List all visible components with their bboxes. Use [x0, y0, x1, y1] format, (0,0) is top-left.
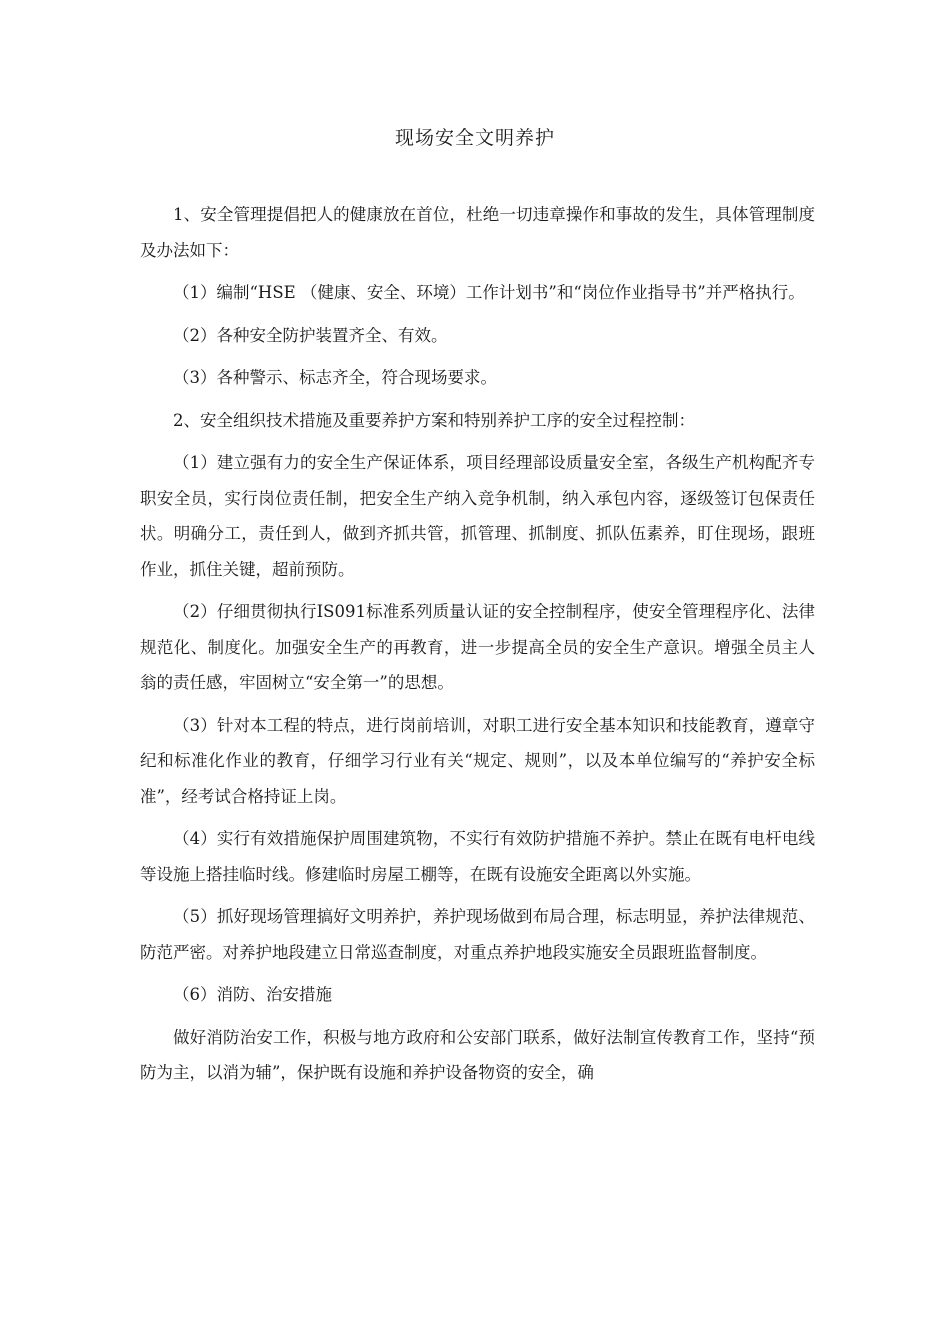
- paragraph-fire-security-work: 做好消防治安工作，积极与地方政府和公安部门联系，做好法制宣传教育工作，坚持“预防为主，以消为辅”，保护既有设施和养护设备物资的安全，确: [140, 1027, 815, 1082]
- paragraph-iso-certification: （2）仔细贯彻执行IS091标准系列质量认证的安全控制程序，使安全管理程序化、法律规范化、制度化。加强安全生产的再教育，进一步提高全员的安全生产意识。增强全员主人翁的责任感，牢固树立“安全第一”的思想。: [140, 602, 815, 692]
- paragraph-safety-management: 1、安全管理提倡把人的健康放在首位，杜绝一切违章操作和事故的发生，具体管理制度及办法如下：: [140, 205, 815, 260]
- paragraph-protective-devices: （2）各种安全防护装置齐全、有效。: [173, 325, 448, 345]
- paragraph-building-protection: （4）实行有效措施保护周围建筑物，不实行有效防护措施不养护。禁止在既有电杆电线等设施上搭挂临时线。修建临时房屋工棚等，在既有设施安全距离以外实施。: [140, 829, 815, 884]
- paragraph-guarantee-system: （1）建立强有力的安全生产保证体系，项目经理部设质量安全室，各级生产机构配齐专职安全员，实行岗位责任制，把安全生产纳入竞争机制，纳入承包内容，逐级签订包保责任状。明确分工，责任到人，做到齐抓共管，抓管理、抓制度、抓队伍素养，盯住现场，跟班作业，抓住关键，超前预防。: [140, 453, 815, 579]
- paragraph-site-management: （5）抓好现场管理搞好文明养护，养护现场做到布局合理，标志明显，养护法律规范、防范严密。对养护地段建立日常巡查制度，对重点养护地段实施安全员跟班监督制度。: [140, 907, 815, 962]
- paragraph-fire-security-heading: （6）消防、治安措施: [173, 985, 332, 1004]
- paragraph-warning-signs: （3）各种警示、标志齐全，符合现场要求。: [173, 368, 497, 387]
- document-title: 现场安全文明养护: [394, 127, 555, 149]
- paragraph-process-control: 2、安全组织技术措施及重要养护方案和特别养护工序的安全过程控制：: [173, 410, 695, 430]
- document-body: [140, 197, 815, 1098]
- paragraph-training: （3）针对本工程的特点，进行岗前培训，对职工进行安全基本知识和技能教育，遵章守纪和标准化作业的教育，仔细学习行业有关“规定、规则”，以及本单位编写的“养护安全标准”，经考试合格持证上岗。: [140, 715, 815, 806]
- paragraph-hse-plan: （1）编制“HSE （健康、安全、环境）工作计划书”和“岗位作业指导书”并严格执行。: [173, 283, 805, 302]
